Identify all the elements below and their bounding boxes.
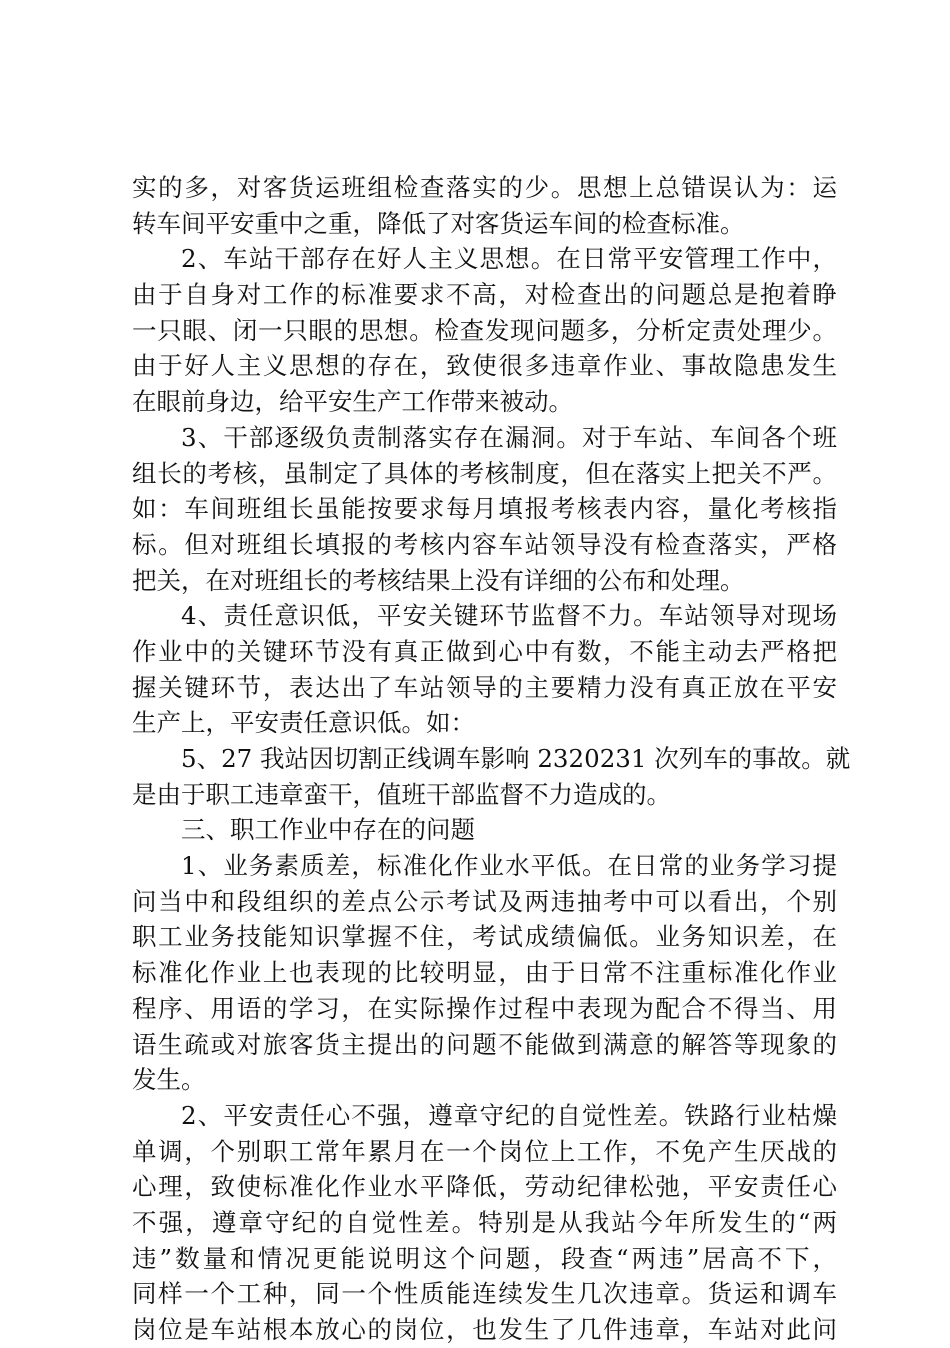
text-line: 标。但对班组长填报的考核内容车站领导没有检查落实，严格 <box>132 529 837 559</box>
text-line: 发生。 <box>132 1065 206 1095</box>
text-line: 组长的考核，虽制定了具体的考核制度，但在落实上把关不严。 <box>132 458 837 488</box>
text-line: 职工业务技能知识掌握不住，考试成绩偏低。业务知识差，在 <box>132 922 837 952</box>
text-line: 心理，致使标准化作业水平降低，劳动纪律松弛，平安责任心 <box>132 1172 837 1202</box>
text-line: 岗位是车站根本放心的岗位，也发生了几件违章，车站对此问 <box>132 1315 837 1344</box>
text-line: 标准化作业上也表现的比较明显，由于日常不注重标准化作业 <box>132 958 837 988</box>
text-line: 生产上，平安责任意识低。如： <box>132 708 475 738</box>
paragraph-start-line: 4、责任意识低，平安关键环节监督不力。车站领导对现场 <box>181 601 837 631</box>
text-line: 一只眼、闭一只眼的思想。检查发现问题多，分析定责处理少。 <box>132 315 837 345</box>
text-line: 把关，在对班组长的考核结果上没有详细的公布和处理。 <box>132 565 745 595</box>
text-line: 语生疏或对旅客货主提出的问题不能做到满意的解答等现象的 <box>132 1029 837 1059</box>
section-heading: 三、职工作业中存在的问题 <box>181 815 475 845</box>
text-line: 单调，个别职工常年累月在一个岗位上工作，不免产生厌战的 <box>132 1136 837 1166</box>
text-line: 是由于职工违章蛮干，值班干部监督不力造成的。 <box>132 779 671 809</box>
text-line: 转车间平安重中之重，降低了对客货运车间的检查标准。 <box>132 208 745 238</box>
text-line: 问当中和段组织的差点公示考试及两违抽考中可以看出，个别 <box>132 886 837 916</box>
paragraph-start-line: 1、业务素质差，标准化作业水平低。在日常的业务学习提 <box>181 851 837 881</box>
body-text <box>132 170 851 1348</box>
text-line: 不强，遵章守纪的自觉性差。特别是从我站今年所发生的“两 <box>132 1207 837 1237</box>
paragraph-start-line: 2、平安责任心不强，遵章守纪的自觉性差。铁路行业枯燥 <box>181 1100 837 1130</box>
text-line: 违”数量和情况更能说明这个问题，段查“两违”居高不下， <box>132 1243 837 1273</box>
text-line: 握关键环节，表达出了车站领导的主要精力没有真正放在平安 <box>132 672 837 702</box>
text-line: 由于自身对工作的标准要求不高，对检查出的问题总是抱着睁 <box>132 280 837 310</box>
text-line: 如：车间班组长虽能按要求每月填报考核表内容，量化考核指 <box>132 494 837 524</box>
text-line: 程序、用语的学习，在实际操作过程中表现为配合不得当、用 <box>132 993 837 1023</box>
text-line: 作业中的关键环节没有真正做到心中有数，不能主动去严格把 <box>132 636 837 666</box>
text-line: 在眼前身边，给平安生产工作带来被动。 <box>132 387 573 417</box>
paragraph-start-line: 3、干部逐级负责制落实存在漏洞。对于车站、车间各个班 <box>181 422 837 452</box>
text-line: 同样一个工种，同一个性质能连续发生几次违章。货运和调车 <box>132 1279 837 1309</box>
paragraph-start-line: 2、车站干部存在好人主义思想。在日常平安管理工作中， <box>181 244 837 274</box>
paragraph-start-line: 5、27 我站因切割正线调车影响 2320231 次列车的事故。就 <box>181 744 851 773</box>
text-line: 由于好人主义思想的存在，致使很多违章作业、事故隐患发生 <box>132 351 837 381</box>
text-line: 实的多，对客货运班组检查落实的少。思想上总错误认为：运 <box>132 173 837 202</box>
